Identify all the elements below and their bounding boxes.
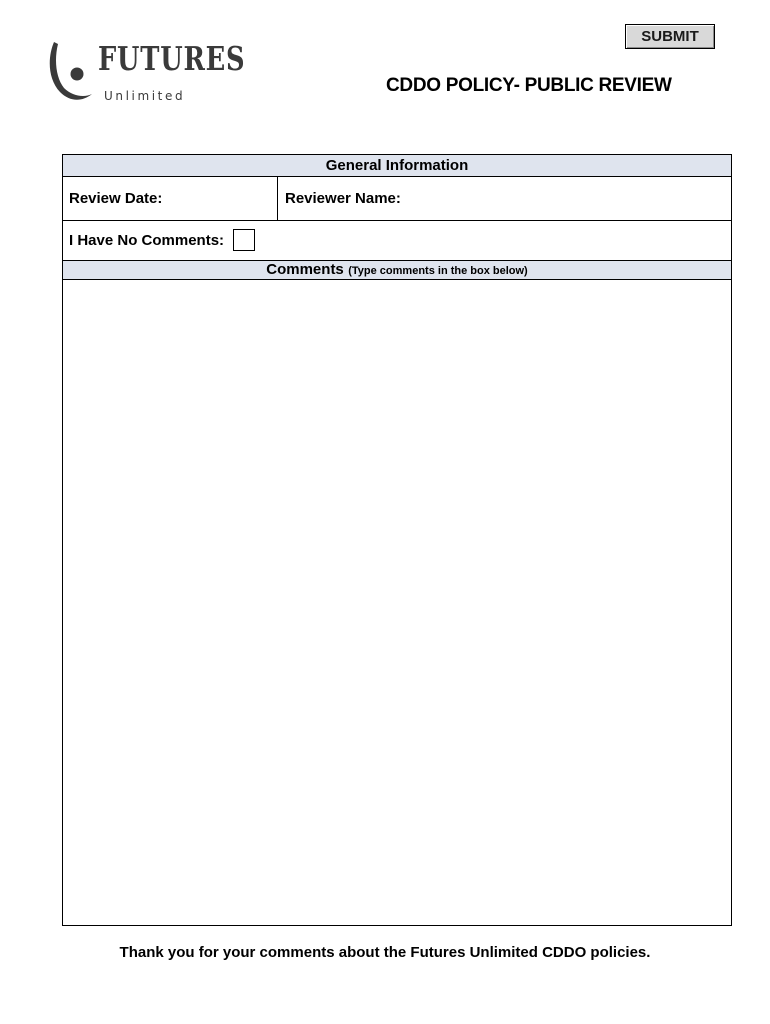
comments-heading bbox=[63, 261, 731, 280]
comments-textarea[interactable] bbox=[63, 280, 731, 925]
logo-wordmark: FUTURES bbox=[98, 39, 246, 78]
thank-you-note: Thank you for your comments about the Futures Unlimited CDDO policies. bbox=[119, 944, 651, 961]
no-comments-checkbox[interactable] bbox=[233, 229, 255, 251]
reviewer-name-field[interactable] bbox=[278, 177, 731, 220]
review-form bbox=[62, 154, 732, 926]
comments-title: Comments bbox=[266, 261, 344, 278]
page-title: CDDO POLICY- PUBLIC REVIEW bbox=[386, 75, 672, 96]
futures-unlimited-logo bbox=[48, 38, 246, 106]
submit-button[interactable]: SUBMIT bbox=[625, 24, 715, 49]
review-info-row bbox=[63, 177, 731, 221]
person-swoosh-icon bbox=[48, 38, 100, 104]
comments-hint: (Type comments in the box below) bbox=[348, 265, 528, 277]
review-date-label: Review Date: bbox=[69, 190, 163, 207]
reviewer-name-label: Reviewer Name: bbox=[285, 190, 401, 207]
no-comments-row bbox=[63, 221, 731, 261]
general-information-heading: General Information bbox=[63, 155, 731, 177]
no-comments-label: I Have No Comments: bbox=[69, 232, 225, 249]
review-date-field[interactable] bbox=[63, 177, 278, 220]
logo-subtitle: Unlimited bbox=[104, 89, 186, 103]
